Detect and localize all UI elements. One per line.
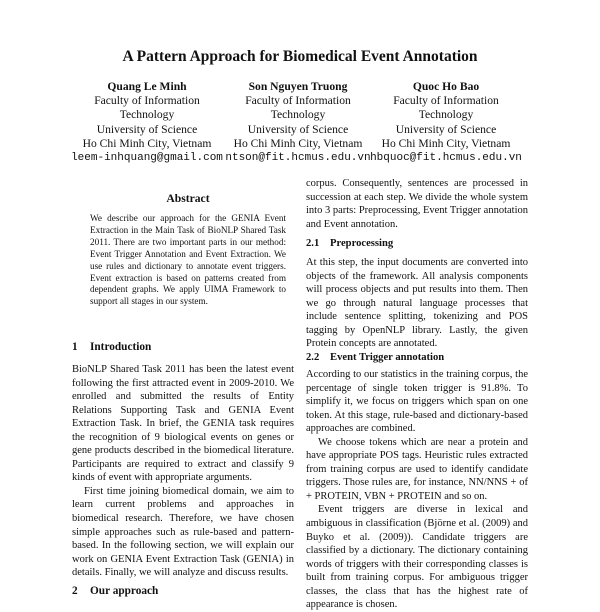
subsection-number: 2.1 bbox=[306, 238, 320, 249]
section-heading-our-approach bbox=[72, 585, 158, 597]
approach-continuation: corpus. Consequently, sentences are processed in succession at each step. We divide the whole system into 3 parts: Preprocessing, Event Trigger annotation and Event annotation. bbox=[306, 178, 528, 230]
author-city: Ho Chi Minh City, Vietnam bbox=[233, 136, 363, 150]
author-email: leem-inhquang@gmail.com bbox=[71, 152, 223, 165]
subsection-heading-preprocessing bbox=[306, 238, 393, 249]
author-block bbox=[366, 80, 526, 166]
author-affiliation: Faculty of Information Technology bbox=[393, 94, 499, 122]
author-email: ntson@fit.hcmus.edu.vn bbox=[225, 152, 371, 165]
section-number: 2 bbox=[72, 585, 78, 597]
author-university: University of Science bbox=[395, 122, 497, 136]
author-block bbox=[67, 80, 227, 166]
author-university: University of Science bbox=[247, 122, 349, 136]
author-affiliation: Faculty of Information Technology bbox=[94, 94, 200, 122]
paper-title: A Pattern Approach for Biomedical Event Annotation bbox=[122, 48, 478, 65]
author-city: Ho Chi Minh City, Vietnam bbox=[82, 136, 212, 150]
author-city: Ho Chi Minh City, Vietnam bbox=[381, 136, 511, 150]
section-number: 1 bbox=[72, 341, 78, 353]
subsection-title: Event Trigger annotation bbox=[330, 352, 445, 363]
abstract-heading: Abstract bbox=[166, 192, 210, 205]
author-email: hbquoc@fit.hcmus.edu.vn bbox=[370, 152, 522, 165]
subsection-title: Preprocessing bbox=[330, 238, 394, 249]
preprocessing-body: At this step, the input documents are converted into objects of the framework. All analysis components will process objects and put results into them. Then we go through natural language processes that include sentence splitting, tokenizing and POS tagging by OpenNLP library. Lastly, the given Protein concepts are annotated. bbox=[306, 257, 528, 350]
author-name: Son Nguyen Truong bbox=[248, 80, 348, 93]
paragraph: BioNLP Shared Task 2011 has been the latest event following the first attracted event in 2009-2010. We enrolled and submitted the results of Entity Relations Supporting Task and GENIA Event Extraction Task. In brief, the GENIA task requires the recognition of 9 biological events on genes or gene products described in the biomedical literature. Participants are required to extract and classify 9 kinds of event with appropriate arguments. bbox=[72, 364, 294, 484]
subsection-number: 2.2 bbox=[306, 352, 320, 363]
author-affiliation: Faculty of Information Technology bbox=[245, 94, 351, 122]
introduction-body bbox=[72, 363, 294, 580]
author-block bbox=[218, 80, 378, 166]
section-title: Introduction bbox=[90, 341, 152, 353]
abstract-text: We describe our approach for the GENIA Event Extraction in the Main Task of BioNLP Shared Task 2011. There are two important parts in our method: Event Trigger Annotation and Event Extraction. We use rules and dictionary to annotate event triggers. Event extraction is based on patterns created from dependent graphs. We apply UIMA Framework to support all stages in our system. bbox=[90, 213, 286, 307]
author-name: Quang Le Minh bbox=[107, 80, 187, 93]
subsection-heading-trigger-annotation bbox=[306, 352, 444, 363]
author-name: Quoc Ho Bao bbox=[412, 80, 480, 93]
author-university: University of Science bbox=[96, 122, 198, 136]
paragraph: We choose tokens which are near a protein and have appropriate POS tags. Heuristic rules extracted from training corpus are used to identify candidate triggers. Those rules are, for instance, NN/NNS + of + PROTEIN, VBN + PROTEIN and so on. bbox=[306, 436, 528, 502]
section-title: Our approach bbox=[90, 585, 159, 597]
paragraph: According to our statistics in the training corpus, the percentage of single token trigger is 91.8%. To simplify it, we focus on triggers which span on one token. At this stage, rule-based and dictionary-based approaches are combined. bbox=[306, 369, 528, 435]
trigger-annotation-body bbox=[306, 368, 528, 612]
paragraph: First time joining biomedical domain, we aim to learn current problems and approaches in biomedical research. Therefore, we have chosen simple approaches such as rule-based and pattern-based. In the following section, we will explain our work on GENIA Event Extraction Task (GENIA) in details. Finally, we will analyze and discuss results. bbox=[72, 485, 294, 579]
section-heading-introduction bbox=[72, 341, 151, 353]
paragraph: Event triggers are diverse in lexical and ambiguous in classification (Björne et al. (2009) and Buyko et al. (2009)). Candidate triggers are classified by a dictionary. The dictionary containing words of triggers with their corresponding classes is built from training corpus. For ambiguous trigger classes, the class that has the highest rate of appearance is chosen. bbox=[306, 504, 528, 611]
